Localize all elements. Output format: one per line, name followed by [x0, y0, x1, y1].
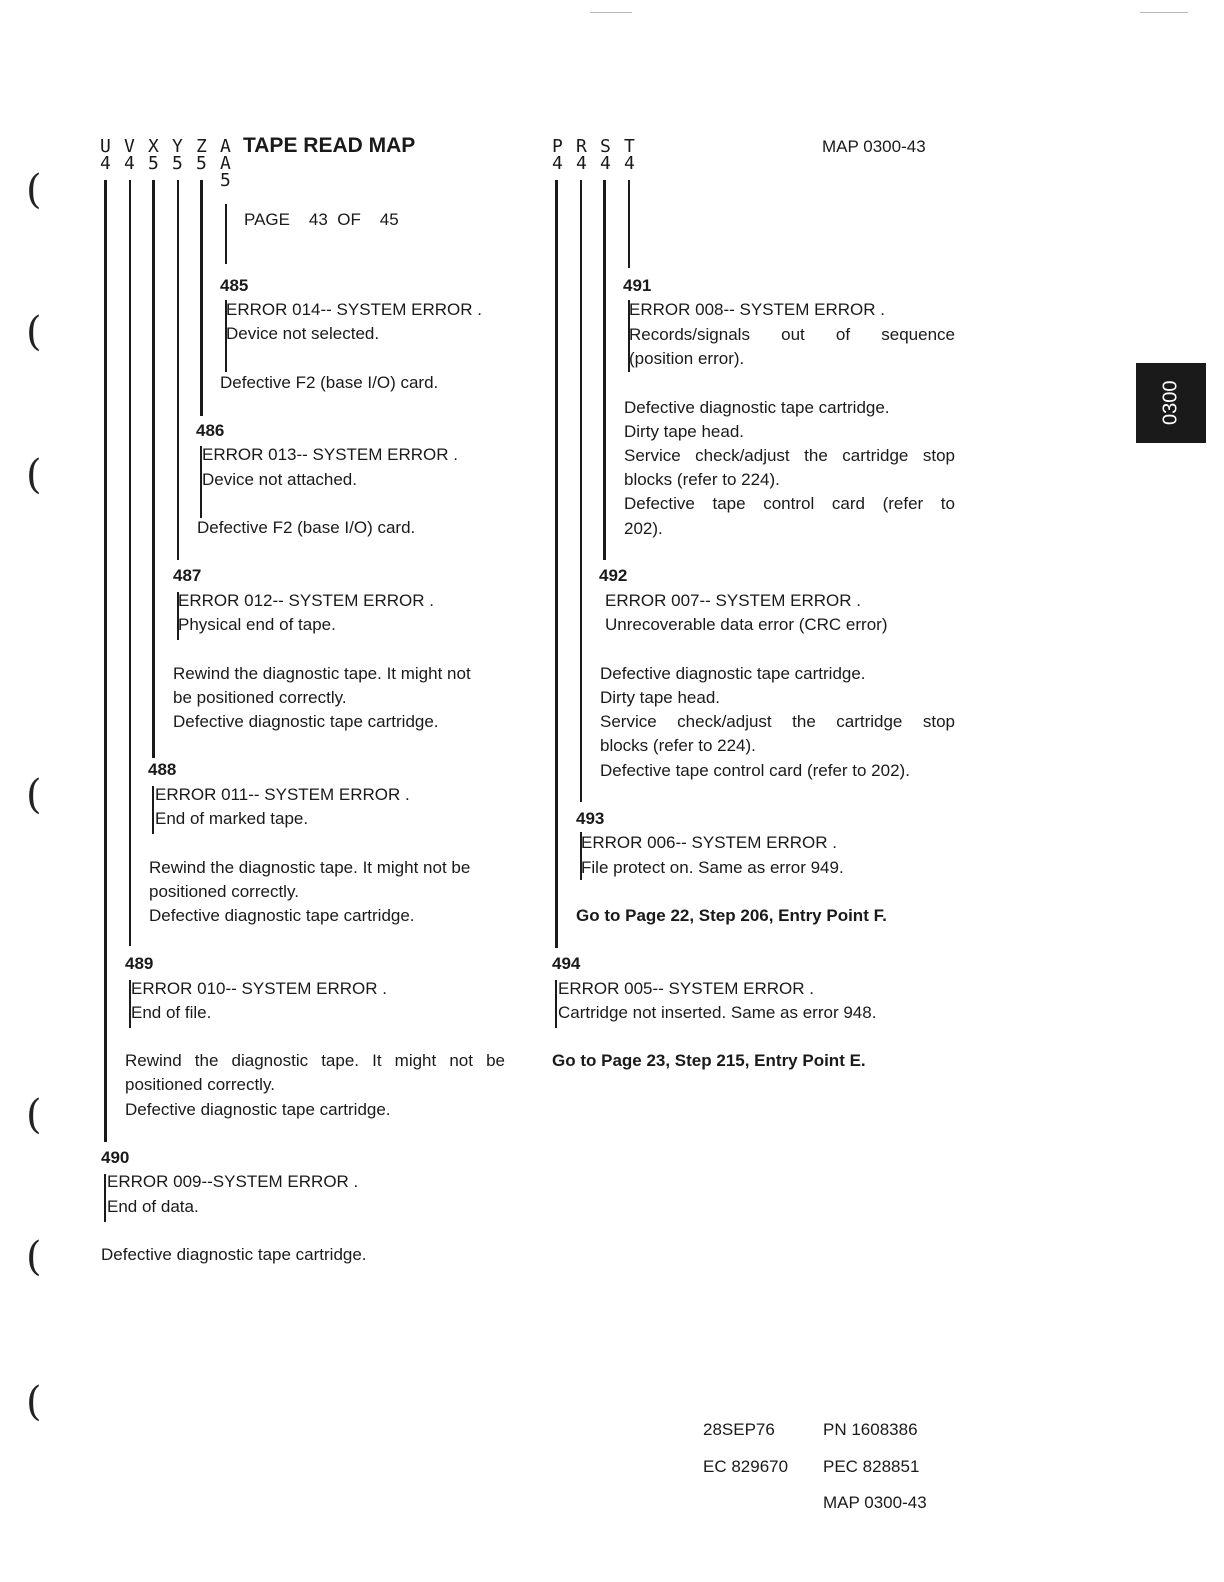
- connector-letter: A: [220, 136, 231, 157]
- action-line: Dirty tape head.: [624, 422, 745, 441]
- action-line: Defective tape control card (refer to 202).: [600, 761, 910, 780]
- error-desc: Unrecoverable data error (CRC error): [605, 615, 888, 634]
- action-line: Defective diagnostic tape cartridge.: [149, 906, 415, 925]
- action-line: Rewind the diagnostic tape. It might not be: [125, 1051, 505, 1070]
- action-line: Defective tape control card (refer to: [624, 494, 955, 513]
- footer-map-id: MAP 0300-43: [823, 1493, 927, 1512]
- page-word: PAGE: [244, 210, 290, 229]
- connector-number: 4: [552, 153, 563, 174]
- step-number: 494: [552, 954, 581, 973]
- scan-mark: [590, 12, 632, 13]
- flow-line-R: [580, 180, 582, 802]
- section-tab: 0300: [1136, 363, 1206, 443]
- action-line: be positioned correctly.: [173, 688, 347, 707]
- error-desc: Cartridge not inserted. Same as error 948.: [558, 1003, 877, 1022]
- map-id: MAP 0300-43: [822, 137, 926, 156]
- connector-number: 5: [172, 153, 183, 174]
- step-number: 490: [101, 1148, 130, 1167]
- flow-line-Z: [200, 180, 203, 416]
- error-desc: End of marked tape.: [155, 809, 309, 828]
- flow-line-U: [104, 180, 107, 1142]
- connector-number: 5: [196, 153, 207, 174]
- connector-number: 4: [124, 153, 135, 174]
- connector-letter: S: [600, 136, 611, 157]
- connector-number: 4: [100, 153, 111, 174]
- error-desc: End of data.: [107, 1197, 199, 1216]
- binder-mark: (: [26, 1234, 42, 1280]
- footer-ec: EC 829670: [703, 1457, 789, 1476]
- error-line: ERROR 011-- SYSTEM ERROR .: [155, 785, 410, 804]
- action-line: 202).: [624, 519, 663, 538]
- action-line: Defective F2 (base I/O) card.: [220, 373, 439, 392]
- error-line: ERROR 008-- SYSTEM ERROR .: [629, 300, 885, 319]
- action-line: Rewind the diagnostic tape. It might not: [173, 664, 471, 683]
- error-desc: File protect on. Same as error 949.: [581, 858, 844, 877]
- error-desc: Device not selected.: [226, 324, 380, 343]
- page-total: 45: [379, 210, 399, 229]
- error-line: ERROR 009--SYSTEM ERROR .: [107, 1172, 359, 1191]
- error-line: ERROR 010-- SYSTEM ERROR .: [131, 979, 387, 998]
- action-line: Defective diagnostic tape cartridge.: [624, 398, 890, 417]
- binder-mark: (: [26, 309, 42, 355]
- footer-pn: PN 1608386: [823, 1420, 918, 1439]
- binder-mark: (: [26, 1379, 42, 1425]
- connector-number: 5: [148, 153, 159, 174]
- error-line: ERROR 005-- SYSTEM ERROR .: [558, 979, 814, 998]
- footer-date: 28SEP76: [703, 1420, 775, 1439]
- action-line: positioned correctly.: [149, 882, 299, 901]
- connector-letter: X: [148, 136, 159, 157]
- page-of: OF: [337, 210, 361, 229]
- step-number: 491: [623, 276, 652, 295]
- flow-line-Y: [177, 180, 179, 560]
- binder-mark: (: [26, 452, 42, 498]
- step-line: [104, 1174, 106, 1222]
- error-line: ERROR 014-- SYSTEM ERROR .: [226, 300, 482, 319]
- page-number: 43: [308, 210, 328, 229]
- error-desc: Records/signals out of sequence: [629, 325, 955, 344]
- error-desc: End of file.: [131, 1003, 212, 1022]
- page-title: TAPE READ MAP: [243, 134, 416, 157]
- step-number: 488: [148, 760, 177, 779]
- flow-line-X: [152, 180, 155, 758]
- step-number: 493: [576, 809, 605, 828]
- connector-number: A: [220, 153, 231, 174]
- goto-instruction: Go to Page 22, Step 206, Entry Point F.: [576, 906, 887, 925]
- error-desc: Device not attached.: [202, 470, 357, 489]
- step-line: [152, 786, 154, 834]
- error-line: ERROR 013-- SYSTEM ERROR .: [202, 445, 458, 464]
- flow-line-V: [129, 180, 131, 946]
- binder-mark: (: [26, 167, 42, 213]
- action-line: Defective diagnostic tape cartridge.: [125, 1100, 391, 1119]
- scan-mark: [1140, 12, 1188, 13]
- error-line: ERROR 012-- SYSTEM ERROR .: [178, 591, 434, 610]
- step-number: 486: [196, 421, 225, 440]
- action-line: Dirty tape head.: [600, 688, 721, 707]
- step-line: [555, 980, 557, 1028]
- connector-letter: P: [552, 136, 563, 157]
- action-line: blocks (refer to 224).: [600, 736, 756, 755]
- connector-letter: Y: [172, 136, 183, 157]
- connector-letter: R: [576, 136, 587, 157]
- connector-extra: 5: [220, 170, 231, 191]
- action-line: Defective F2 (base I/O) card.: [197, 518, 416, 537]
- error-line: ERROR 006-- SYSTEM ERROR .: [581, 833, 837, 852]
- footer-pec: PEC 828851: [823, 1457, 920, 1476]
- flow-line-A: [225, 204, 227, 264]
- action-line: Defective diagnostic tape cartridge.: [600, 664, 866, 683]
- action-line: Service check/adjust the cartridge stop: [600, 712, 955, 731]
- error-desc: Physical end of tape.: [178, 615, 336, 634]
- connector-letter: V: [124, 136, 135, 157]
- flow-line-P: [555, 180, 558, 948]
- flow-line-S: [603, 180, 606, 560]
- action-line: Rewind the diagnostic tape. It might not be: [149, 858, 471, 877]
- connector-letter: T: [624, 136, 635, 157]
- step-number: 489: [125, 954, 154, 973]
- flow-line-T: [628, 180, 630, 268]
- error-line: ERROR 007-- SYSTEM ERROR .: [605, 591, 861, 610]
- binder-mark: (: [26, 772, 42, 818]
- binder-mark: (: [26, 1092, 42, 1138]
- step-number: 492: [599, 566, 628, 585]
- connector-letter: U: [100, 136, 111, 157]
- action-line: Service check/adjust the cartridge stop: [624, 446, 955, 465]
- connector-number: 4: [624, 153, 635, 174]
- error-desc: (position error).: [629, 349, 745, 368]
- connector-letter: Z: [196, 136, 207, 157]
- goto-instruction: Go to Page 23, Step 215, Entry Point E.: [552, 1051, 866, 1070]
- action-line: positioned correctly.: [125, 1075, 275, 1094]
- step-number: 487: [173, 566, 202, 585]
- page-label: [244, 210, 399, 230]
- action-line: Defective diagnostic tape cartridge.: [101, 1245, 367, 1264]
- connector-number: 4: [576, 153, 587, 174]
- step-number: 485: [220, 276, 249, 295]
- action-line: blocks (refer to 224).: [624, 470, 780, 489]
- action-line: Defective diagnostic tape cartridge.: [173, 712, 439, 731]
- connector-number: 4: [600, 153, 611, 174]
